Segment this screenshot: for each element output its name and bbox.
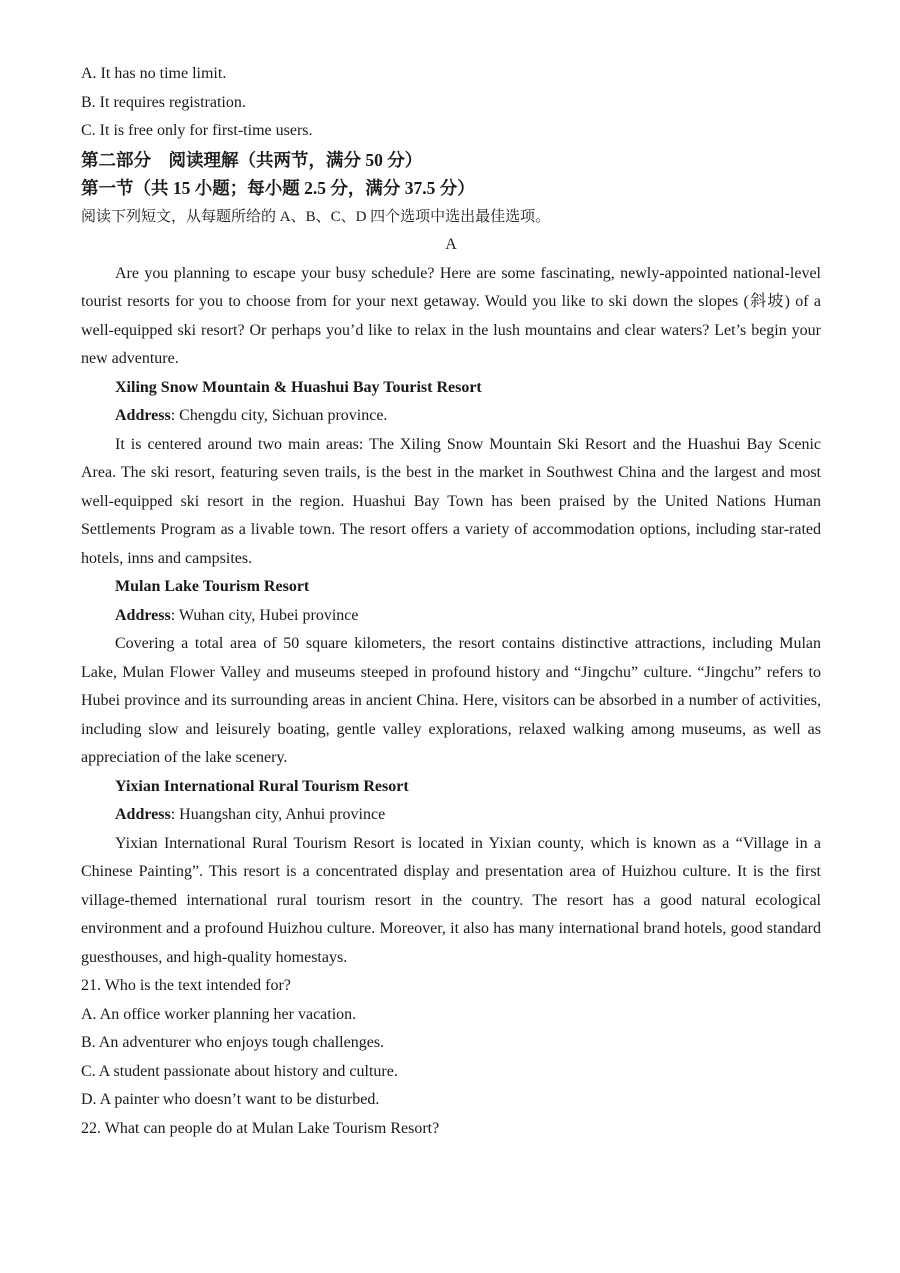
part2-heading: 第二部分 阅读理解（共两节，满分 50 分）: [81, 149, 423, 170]
question-22-stem: 22. What can people do at Mulan Lake Tourism Resort?: [81, 1119, 440, 1137]
address-label: Address: [115, 407, 171, 424]
prev-option-c: C. It is free only for first-time users.: [81, 122, 313, 139]
address-value: : Huangshan city, Anhui province: [170, 806, 386, 823]
resort-body-yixian: Yixian International Rural Tourism Resort is located in Yixian county, which is known as a “Village in a Chinese Painting”. This resort is a concentrated display and presentation area of Huizhou culture. It is the first village-themed international rural tourism resort in the country. The resort has a good natural ecological environment and a profound Huizhou culture. Moreover, it also has many international brand hotels, good standard guesthouses, and high-quality homestays.: [81, 834, 821, 966]
resort-body-xiling: It is centered around two main areas: The Xiling Snow Mountain Ski Resort and the Huashui Bay Scenic Area. The ski resort, featuring seven trails, is the best in the market in Southwest China and the largest and most well-equipped ski resort in the region. Huashui Bay Town has been praised by the United Nations Human Settlements Program as a livable town. The resort offers a variety of accommodation options, including star-rated hotels, inns and campsites.: [81, 435, 821, 567]
question-21-option-c: C. A student passionate about history and culture.: [81, 1062, 398, 1080]
address-value: : Chengdu city, Sichuan province.: [170, 407, 388, 424]
resort-title-mulan: Mulan Lake Tourism Resort: [115, 578, 310, 595]
passage-intro-paragraph: Are you planning to escape your busy schedule? Here are some fascinating, newly-appointed national-level tourist resorts for you to choose from for your next getaway. Would you like to ski down the slopes (斜坡) of a well-equipped ski resort? Or perhaps you’d like to relax in the lush mountains and clear waters? Let’s begin your new adventure.: [81, 264, 821, 367]
passage-label: A: [445, 236, 457, 253]
resort-address-yixian: [81, 801, 821, 830]
instruction-text: 阅读下列短文，从每题所给的 A、B、C、D 四个选项中选出最佳选项。: [81, 208, 551, 225]
resort-title-xiling: Xiling Snow Mountain & Huashui Bay Tourist Resort: [115, 378, 482, 396]
question-21-stem: 21. Who is the text intended for?: [81, 977, 291, 994]
question-21-option-b: B. An adventurer who enjoys tough challenges.: [81, 1034, 385, 1051]
question-21-option-d: D. A painter who doesn’t want to be disturbed.: [81, 1091, 380, 1108]
section1-heading: 第一节（共 15 小题；每小题 2.5 分，满分 37.5 分）: [81, 178, 475, 198]
address-value: : Wuhan city, Hubei province: [170, 606, 359, 624]
resort-body-mulan: Covering a total area of 50 square kilometers, the resort contains distinctive attractions, including Mulan Lake, Mulan Flower Valley and museums steeped in profound history and “Jingchu” culture. “Jingchu” refers to Hubei province and its surrounding areas in ancient China. Here, visitors can be absorbed in a number of activities, including slow and leisurely boating, gentle valley explorations, relaxed walking among museums, as well as appreciation of the lake scenery.: [81, 635, 821, 766]
resort-title-yixian: Yixian International Rural Tourism Resort: [115, 777, 409, 795]
address-label: Address: [115, 606, 171, 624]
question-21-option-a: A. An office worker planning her vacation.: [81, 1005, 357, 1023]
prev-option-a: A. It has no time limit.: [81, 65, 227, 82]
resort-address-mulan: [81, 602, 821, 631]
prev-option-b: B. It requires registration.: [81, 93, 246, 111]
address-label: Address: [115, 806, 171, 823]
resort-address-xiling: [81, 402, 821, 431]
